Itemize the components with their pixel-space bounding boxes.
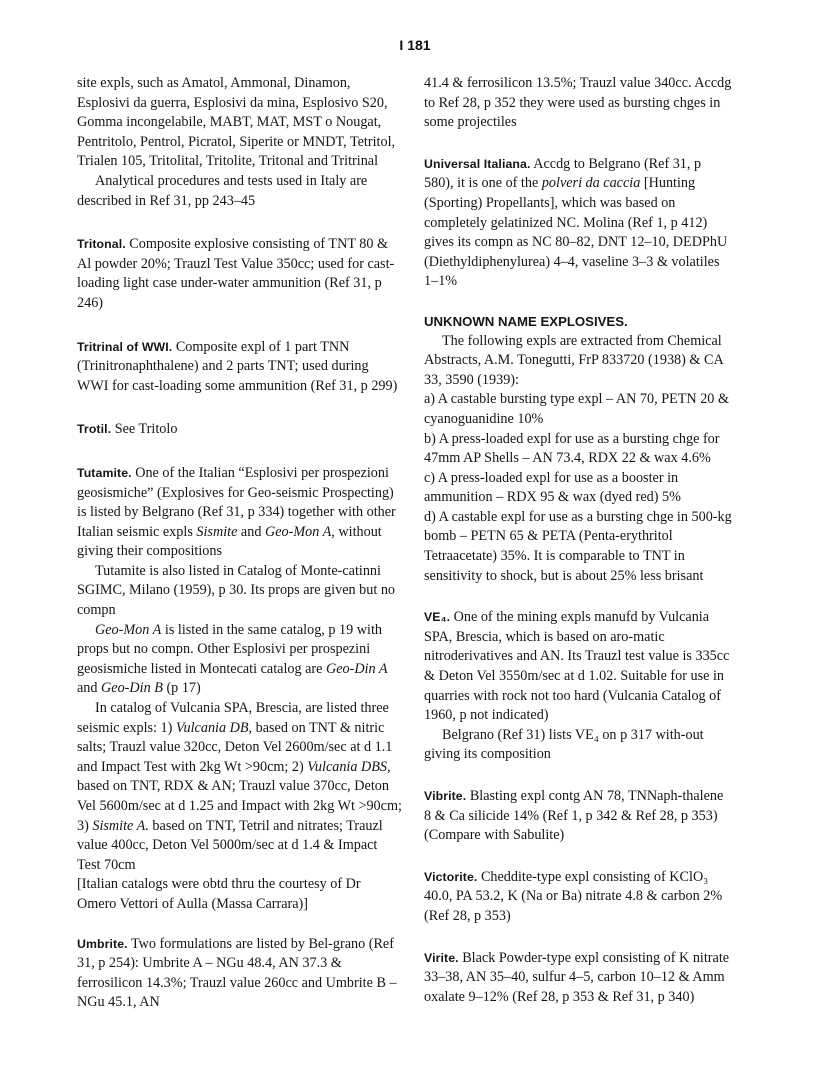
entry-heading: Trotil. <box>77 422 112 437</box>
list-item: a) A castable bursting type expl – AN 70, PETN 20 & cyanoguanidine 10% <box>424 391 729 427</box>
entry-trotil <box>77 420 403 440</box>
paragraph-text: is listed in the same catalog, p 19 with props but no compn. Other Esplosivi per prospezini geosismiche listed in Montecati catalog are <box>77 621 382 677</box>
geomon-paragraph <box>77 621 403 699</box>
entry-heading: Tritrinal of WWI. <box>77 339 173 354</box>
entry-heading: Tutamite. <box>77 465 132 480</box>
entry-umbrite <box>77 935 403 1013</box>
ve4-note: Belgrano (Ref 31) lists VE₄ on p 317 with-out giving its composition <box>424 726 704 763</box>
vulcania-paragraph <box>77 699 403 875</box>
page-number: I 181 <box>399 37 431 53</box>
italic-term: Geo-Mon A <box>95 621 162 638</box>
entry-body: Composite explosive consisting of TNT 80 & Al powder 20%; Trauzl Test Value 350cc; used for cast-loading light case under-water ammunition (Ref 31, p 246) <box>77 236 395 311</box>
entry-body: Two formulations are listed by Bel-grano (Ref 31, p 254): Umbrite A – NGu 48.4, AN 37.3 & ferrosilicon 14.3%; Trauzl value 260cc and Umbrite B –NGu 45.1, AN <box>77 935 397 1011</box>
right-column <box>424 74 732 1007</box>
italic-term: Geo-Mon A <box>264 523 332 540</box>
list-item: d) A castable expl for use as a bursting chge in 500-kg bomb – PETN 65 & PETA (Penta-erythritol Tetraacetate) 35%. It is comparable to TNT in sensitivity to shock, but is about 25% less brisant <box>424 508 732 584</box>
entry-heading: Victorite. <box>424 869 478 884</box>
entry-victorite <box>424 868 732 927</box>
intro-paragraph: site expls, such as Amatol, Ammonal, Dinamon, Esplosivi da guerra, Esplosivi da mina, Esplosivo S20, Gomma incongelabile, MABT, MAT, MST o Nougat, Pentritolo, Pentrol, Picratol, Siperite or MNDT, Tetritol, Trialen 105, Tritolital, Tritolite, Tritonal and Tritrinal <box>77 75 396 170</box>
entry-virite <box>424 949 732 1008</box>
entry-heading: Tritonal. <box>77 237 126 252</box>
entry-body: One of the mining expls manufd by Vulcania SPA, Brescia, which is based on aro-matic nitroderivatives and AN. Its Trauzl test value is 335cc & Deton Vel 3550m/sec at d 1.02. Suitable for use in quarries with rock not too hard (Vulcania Catalog of 1960, p not indicated) <box>424 609 730 724</box>
italic-term: Vulcania DBS, <box>307 758 391 775</box>
paragraph-text: based on TNT, Tetril and nitrates; Trauzl value 400cc, Deton Vel 5000m/sec at d 1.4 & Impact Test 70cm <box>77 817 383 873</box>
courtesy-note: [Italian catalogs were obtd thru the courtesy of Dr Omero Vettori of Aulla (Massa Carrara)] <box>77 876 361 912</box>
list-item: b) A press-loaded expl for use as a bursting chge for 47mm AP Shells – AN 73.4, RDX 22 & wax 4.6% <box>424 430 720 467</box>
paragraph-text: In catalog of Vulcania SPA, Brescia, are listed three seismic expls: 1) <box>77 700 389 736</box>
tutamite-catalog-paragraph: Tutamite is also listed in Catalog of Monte-catinni SGIMC, Milano (1959), p 30. Its props are given but no compn <box>77 562 396 619</box>
entry-body: and <box>237 523 265 540</box>
unknown-intro: The following expls are extracted from Chemical Abstracts, A.M. Tonegutti, FrP 833720 (1938) & CA 33, 3590 (1939): <box>424 332 723 388</box>
italic-term: Geo-Din A <box>326 660 388 677</box>
entry-body: Composite expl of 1 part TNN (Trinitronaphthalene) and 2 parts TNT; used during WWI for cast-loading some ammunition (Ref 31, p 299) <box>77 338 398 394</box>
entry-ve4 <box>424 608 732 726</box>
entry-heading: Universal Italiana. <box>424 156 531 171</box>
entry-tritonal <box>77 235 403 313</box>
entry-heading: Umbrite. <box>77 936 128 951</box>
entry-body: Accdg to Belgrano (Ref 31, p 580), it is one of the <box>424 155 702 192</box>
analytical-paragraph: Analytical procedures and tests used in Italy are described in Ref 31, pp 243–45 <box>77 172 368 209</box>
entry-tritrinal <box>77 338 403 397</box>
italic-term: Geo-Din B <box>101 680 163 697</box>
left-column <box>77 74 403 1013</box>
entry-tutamite <box>77 464 403 562</box>
entry-body: See Tritolo <box>111 421 178 438</box>
entry-heading: Vibrite. <box>424 789 467 803</box>
paragraph-text: and <box>77 680 102 697</box>
entry-body: Blasting expl contg AN 78, TNNaph-thalene 8 & Ca silicide 14% (Ref 1, p 342 & Ref 28, p 353) (Compare with Sabulite) <box>424 788 724 844</box>
entry-vibrite <box>424 787 732 846</box>
entry-body: One of the Italian “Esplosivi per prospezioni geosismiche” (Explosives for Geo-seismic Prospecting) is listed by Belgrano (Ref 31, p 334) together with other Italian seismic expls <box>77 464 396 540</box>
italic-term: Sismite A. <box>92 817 149 834</box>
entry-universal-italiana <box>424 155 732 292</box>
section-heading: UNKNOWN NAME EXPLOSIVES. <box>424 313 628 329</box>
entry-body: Cheddite-type expl consisting of KClO₃ 40.0, PA 53.2, K (Na or Ba) nitrate 4.8 & carbon 2% (Ref 28, p 353) <box>424 868 723 924</box>
list-item: c) A press-loaded expl for use as a booster in ammunition – RDX 95 & wax (dyed red) 5% <box>424 469 681 506</box>
entry-body: , without giving their compositions <box>77 523 382 560</box>
italic-term: Sismite <box>196 523 238 540</box>
paragraph-text: based on TNT & nitric salts; Trauzl value 320cc, Deton Vel 2600m/sec at d 1.1 and Impact Test with 2kg Wt >90cm; 2) <box>77 719 393 775</box>
entry-heading: VE₄. <box>424 610 451 625</box>
entry-body: Black Powder-type expl consisting of K nitrate 33–38, AN 35–40, sulfur 4–5, carbon 10–12 & Amm oxalate 9–12% (Ref 28, p 353 & Ref 31, p 340) <box>424 949 730 1005</box>
italic-term: polveri da caccia <box>541 175 641 192</box>
paragraph-text: (p 17) <box>162 680 201 697</box>
continued-paragraph: 41.4 & ferrosilicon 13.5%; Trauzl value 340cc. Accdg to Ref 28, p 352 they were used as bursting chges in some projectiles <box>424 75 732 131</box>
paragraph-text: based on TNT, RDX & AN; Trauzl value 370cc, Deton Vel 5600m/sec at d 1.25 and Impact with 2kg Wt >90cm; 3) <box>77 778 402 834</box>
entry-heading: Virite. <box>424 950 459 965</box>
italic-term: Vulcania DB, <box>175 719 253 736</box>
entry-body: [Hunting (Sporting) Propellants], which was based on completely gelatinized NC. Molina (Ref 1, p 412) gives its compn as NC 80–82, DNT 12–10, DEDPhU (Diethyldiphenylurea) 4–4, vaseline 3–3 & volatiles 1–1% <box>424 175 728 290</box>
